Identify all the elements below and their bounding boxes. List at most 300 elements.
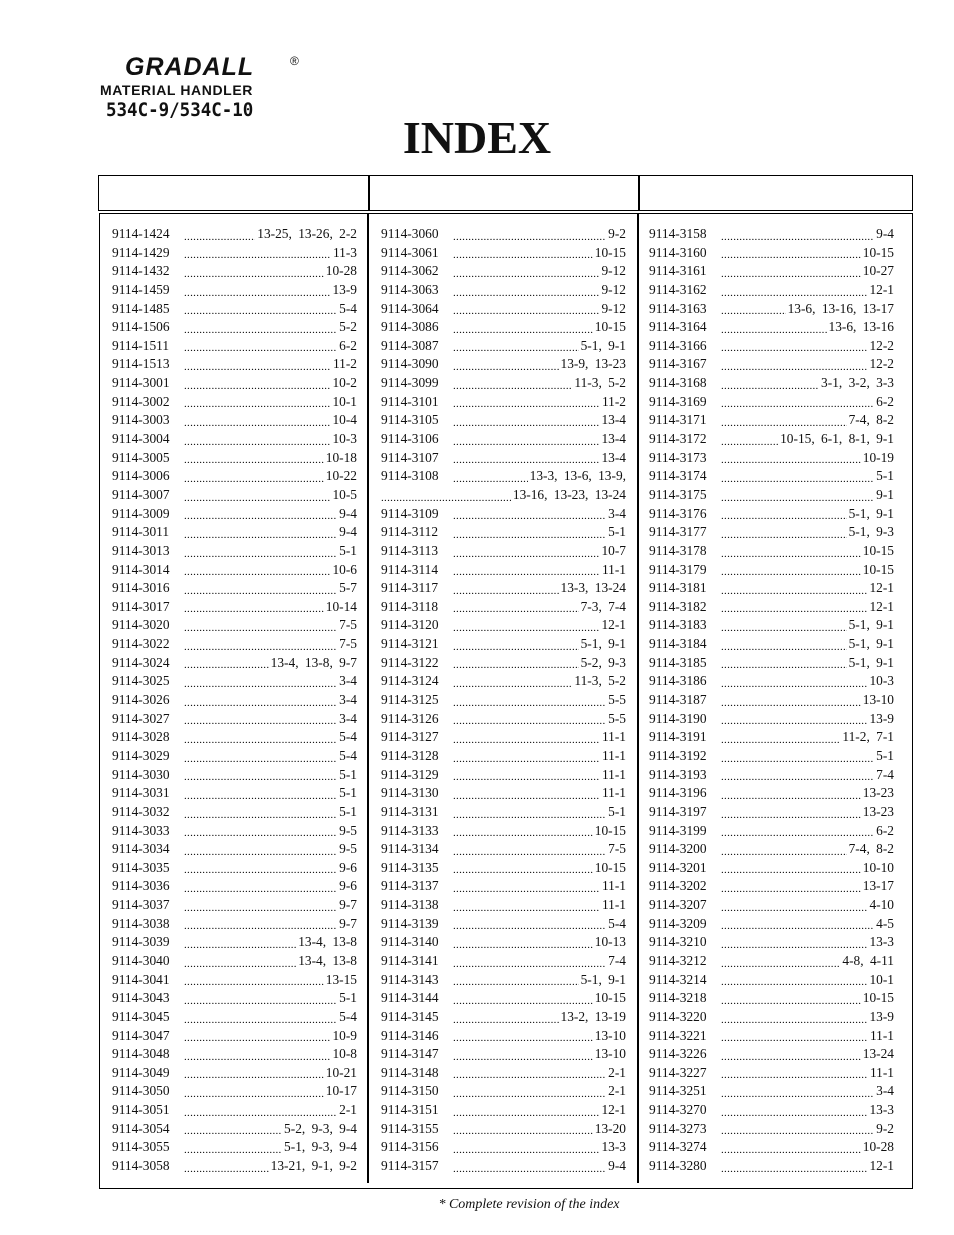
leader-dots: [453, 374, 572, 393]
column-divider: [637, 213, 639, 1183]
page-reference: 11-1: [601, 878, 626, 894]
index-entry: [112, 672, 357, 691]
part-number: 9114-3143: [381, 971, 439, 987]
leader-dots: [453, 654, 579, 673]
leader-dots: [721, 933, 867, 952]
part-number: 9114-3144: [381, 990, 439, 1006]
leader-dots: [721, 784, 861, 803]
index-entry: [649, 896, 894, 915]
leader-dots: [453, 318, 593, 337]
part-number: 9114-3171: [649, 412, 707, 428]
leader-dots: [721, 635, 847, 654]
index-entry: [649, 654, 894, 673]
part-number: 9114-3011: [112, 524, 170, 540]
part-number: 9114-3009: [112, 505, 170, 521]
leader-dots: [184, 598, 324, 617]
page-reference: 5-2: [339, 319, 357, 335]
index-entry: [381, 784, 626, 803]
index-entry: [112, 374, 357, 393]
leader-dots: [453, 1157, 606, 1176]
page-reference: 12-2: [869, 356, 894, 372]
page-reference: 6-2: [339, 337, 357, 353]
part-number: 9114-3187: [649, 692, 707, 708]
leader-dots: [184, 784, 337, 803]
leader-dots: [453, 822, 593, 841]
part-number: 9114-3007: [112, 486, 170, 502]
leader-dots: [184, 1082, 324, 1101]
part-number: 9114-3061: [381, 244, 439, 260]
index-entry: [649, 840, 894, 859]
leader-dots: [453, 710, 606, 729]
page-reference: 5-1, 9-1: [580, 337, 626, 353]
page-reference: 5-1, 9-1: [580, 971, 626, 987]
index-entry: [112, 1082, 357, 1101]
leader-dots: [184, 337, 337, 356]
leader-dots: [453, 691, 606, 710]
index-entry: [649, 467, 894, 486]
part-number: 9114-3166: [649, 337, 707, 353]
page-reference: 9-4: [339, 524, 357, 540]
index-entry: [649, 672, 894, 691]
part-number: 9114-3087: [381, 337, 439, 353]
index-entry: [112, 486, 357, 505]
part-number: 9114-3114: [381, 561, 439, 577]
part-number: 9114-3064: [381, 300, 439, 316]
leader-dots: [453, 355, 559, 374]
index-entry: [381, 1027, 626, 1046]
index-entry: [112, 561, 357, 580]
page-reference: 9-12: [601, 300, 626, 316]
page-reference: 5-4: [339, 729, 357, 745]
part-number: 9114-3130: [381, 785, 439, 801]
page-reference: 5-2, 9-3, 9-4: [284, 1120, 357, 1136]
index-entry: [112, 1120, 357, 1139]
page-reference: 10-15: [862, 561, 894, 577]
index-entry: [381, 747, 626, 766]
page-reference: 4-5: [876, 915, 894, 931]
page-reference: 13-20: [594, 1120, 626, 1136]
page-reference: 11-3, 5-2: [574, 375, 626, 391]
page-reference: 13-15: [325, 971, 357, 987]
leader-dots: [184, 654, 269, 673]
index-entry: [381, 337, 626, 356]
page-reference: 13-23: [862, 785, 894, 801]
page-reference: 5-1: [608, 524, 626, 540]
index-entry: [649, 337, 894, 356]
part-number: 9114-3163: [649, 300, 707, 316]
part-number: 9114-1513: [112, 356, 170, 372]
index-entry: [381, 430, 626, 449]
index-entry: [381, 859, 626, 878]
page-reference: 10-18: [325, 449, 357, 465]
page-reference: 5-1, 9-1: [848, 617, 894, 633]
page-reference: 5-4: [339, 747, 357, 763]
page-reference: 11-3, 5-2: [574, 673, 626, 689]
index-entry: [649, 411, 894, 430]
page-reference: 5-1: [608, 803, 626, 819]
index-entry: [381, 654, 626, 673]
page-reference: 11-1: [869, 1027, 894, 1043]
leader-dots: [184, 933, 296, 952]
page-reference: 12-1: [601, 1102, 626, 1118]
part-number: 9114-3043: [112, 990, 170, 1006]
leader-dots: [184, 561, 330, 580]
leader-dots: [453, 1027, 593, 1046]
leader-dots: [721, 971, 867, 990]
page-reference: 3-4: [339, 673, 357, 689]
index-entry: [381, 244, 626, 263]
index-entry: [649, 449, 894, 468]
page-reference: 11-1: [601, 766, 626, 782]
part-number: 9114-3054: [112, 1120, 170, 1136]
index-entry: [381, 971, 626, 990]
index-entry: [112, 952, 357, 971]
index-entry: [381, 877, 626, 896]
leader-dots: [721, 728, 840, 747]
page-reference: 12-1: [869, 281, 894, 297]
leader-dots: [184, 822, 337, 841]
part-number: 9114-3051: [112, 1102, 170, 1118]
header-divider: [368, 176, 370, 210]
page-reference: 5-1: [339, 785, 357, 801]
index-entry: [112, 747, 357, 766]
index-entry: [112, 300, 357, 319]
index-entry: [381, 318, 626, 337]
page-reference: 13-16, 13-23, 13-24: [512, 486, 626, 502]
index-entry: [649, 971, 894, 990]
leader-dots: [184, 281, 330, 300]
page-reference: 10-15: [594, 859, 626, 875]
leader-dots: [721, 1045, 861, 1064]
page-title: INDEX: [402, 112, 552, 163]
page-reference: 3-4: [339, 692, 357, 708]
leader-dots: [721, 1064, 868, 1083]
brand-name: GRADALL ®: [125, 53, 300, 81]
leader-dots: [184, 244, 331, 263]
page-reference: 10-22: [325, 468, 357, 484]
page-reference: 10-1: [332, 393, 357, 409]
page-reference: 6-2: [876, 393, 894, 409]
part-number: 9114-3121: [381, 636, 439, 652]
part-number: 9114-1429: [112, 244, 170, 260]
page-reference: 13-3, 13-24: [560, 580, 626, 596]
part-number: 9114-3176: [649, 505, 707, 521]
page-reference: 9-12: [601, 281, 626, 297]
index-entry: [112, 784, 357, 803]
page-reference: 11-2, 7-1: [842, 729, 894, 745]
leader-dots: [721, 300, 786, 319]
index-entry: [112, 505, 357, 524]
leader-dots: [453, 1082, 606, 1101]
index-entry: [649, 952, 894, 971]
index-entry: [381, 989, 626, 1008]
leader-dots: [721, 877, 861, 896]
part-number: 9114-3025: [112, 673, 170, 689]
page-reference: 10-15: [594, 319, 626, 335]
page-reference: 11-1: [869, 1064, 894, 1080]
leader-dots: [721, 598, 867, 617]
part-number: 9114-3020: [112, 617, 170, 633]
page-reference: 10-1: [869, 971, 894, 987]
index-entry: [649, 281, 894, 300]
part-number: 9114-1511: [112, 337, 170, 353]
part-number: 9114-3001: [112, 375, 170, 391]
index-entry: [649, 393, 894, 412]
part-number: 9114-3183: [649, 617, 707, 633]
part-number: 9114-3037: [112, 897, 170, 913]
leader-dots: [453, 840, 606, 859]
part-number: 9114-3129: [381, 766, 439, 782]
part-number: 9114-3113: [381, 542, 439, 558]
index-entry: [112, 355, 357, 374]
page-reference: 5-4: [339, 300, 357, 316]
leader-dots: [184, 877, 337, 896]
page-reference: 11-1: [601, 747, 626, 763]
index-entry: [649, 1138, 894, 1157]
page-reference: 9-7: [339, 897, 357, 913]
leader-dots: [184, 523, 337, 542]
part-number: 9114-3175: [649, 486, 707, 502]
part-number: 9114-3218: [649, 990, 707, 1006]
leader-dots: [453, 1008, 559, 1027]
part-number: 9114-3047: [112, 1027, 170, 1043]
leader-dots: [721, 374, 819, 393]
leader-dots: [453, 915, 606, 934]
index-entry: [112, 933, 357, 952]
part-number: 9114-3150: [381, 1083, 439, 1099]
index-entry: [649, 766, 894, 785]
index-entry: [381, 505, 626, 524]
leader-dots: [721, 244, 861, 263]
index-entry: [649, 505, 894, 524]
page-reference: 13-4: [601, 412, 626, 428]
leader-dots: [184, 486, 330, 505]
index-entry: [112, 449, 357, 468]
index-entry: [381, 710, 626, 729]
page-reference: 9-6: [339, 859, 357, 875]
leader-dots: [453, 300, 599, 319]
page-reference: 10-28: [325, 263, 357, 279]
leader-dots: [721, 840, 847, 859]
page-reference: 10-5: [332, 486, 357, 502]
part-number: 9114-3162: [649, 281, 707, 297]
page-reference: 13-9: [869, 1008, 894, 1024]
leader-dots: [184, 1101, 337, 1120]
part-number: 9114-3196: [649, 785, 707, 801]
part-number: 9114-3016: [112, 580, 170, 596]
part-number: 9114-3200: [649, 841, 707, 857]
part-number: 9114-1485: [112, 300, 170, 316]
index-entry: [112, 840, 357, 859]
page-reference: 9-12: [601, 263, 626, 279]
index-entry: [381, 803, 626, 822]
index-entry: [381, 1008, 626, 1027]
leader-dots: [184, 355, 331, 374]
page-reference: 5-1: [339, 542, 357, 558]
leader-dots: [453, 933, 593, 952]
part-number: 9114-3197: [649, 803, 707, 819]
page-reference: 10-27: [862, 263, 894, 279]
page-reference: 5-1: [339, 803, 357, 819]
part-number: 9114-3126: [381, 710, 439, 726]
part-number: 9114-3108: [381, 468, 439, 484]
leader-dots: [721, 1101, 867, 1120]
leader-dots: [721, 542, 861, 561]
index-entry: [649, 822, 894, 841]
page-reference: 5-1, 9-1: [848, 505, 894, 521]
page-reference: 13-3: [601, 1139, 626, 1155]
index-entry: [112, 523, 357, 542]
index-entry: [112, 318, 357, 337]
page-reference: 13-9: [869, 710, 894, 726]
index-entry: [381, 486, 626, 505]
leader-dots: [184, 262, 324, 281]
leader-dots: [721, 1027, 868, 1046]
leader-dots: [453, 728, 600, 747]
page-reference: 10-2: [332, 375, 357, 391]
page-reference: 13-3: [869, 1102, 894, 1118]
leader-dots: [184, 318, 337, 337]
leader-dots: [184, 971, 324, 990]
part-number: 9114-3031: [112, 785, 170, 801]
leader-dots: [184, 505, 337, 524]
page-reference: 11-2: [601, 393, 626, 409]
page-reference: 2-1: [339, 1102, 357, 1118]
leader-dots: [184, 1120, 282, 1139]
index-entry: [112, 1064, 357, 1083]
leader-dots: [453, 971, 579, 990]
index-entry: [381, 933, 626, 952]
page-reference: 5-1, 9-3: [848, 524, 894, 540]
leader-dots: [184, 467, 324, 486]
part-number: 9114-3039: [112, 934, 170, 950]
page-reference: 7-5: [339, 636, 357, 652]
page-reference: 9-6: [339, 878, 357, 894]
index-entry: [381, 691, 626, 710]
leader-dots: [184, 952, 296, 971]
leader-dots: [721, 710, 867, 729]
page-reference: 3-4: [339, 710, 357, 726]
leader-dots: [453, 430, 599, 449]
page-reference: 10-15: [862, 542, 894, 558]
page-reference: 10-10: [862, 859, 894, 875]
leader-dots: [184, 1138, 282, 1157]
page-reference: 3-4: [608, 505, 626, 521]
part-number: 9114-3190: [649, 710, 707, 726]
part-number: 9114-3133: [381, 822, 439, 838]
leader-dots: [721, 803, 861, 822]
index-entry: [381, 523, 626, 542]
part-number: 9114-3221: [649, 1027, 707, 1043]
index-entry: [112, 430, 357, 449]
index-entry: [649, 1120, 894, 1139]
index-entry: [381, 952, 626, 971]
part-number: 9114-3026: [112, 692, 170, 708]
index-entry: [381, 1157, 626, 1176]
part-number: 9114-3005: [112, 449, 170, 465]
leader-dots: [721, 355, 867, 374]
page-reference: 5-1: [876, 468, 894, 484]
part-number: 9114-3063: [381, 281, 439, 297]
page-reference: 2-1: [608, 1064, 626, 1080]
page-reference: 10-17: [325, 1083, 357, 1099]
index-entry: [649, 318, 894, 337]
index-entry: [381, 411, 626, 430]
part-number: 9114-3191: [649, 729, 707, 745]
part-number: 9114-3161: [649, 263, 707, 279]
part-number: 9114-1432: [112, 263, 170, 279]
index-entry: [649, 1157, 894, 1176]
leader-dots: [721, 896, 867, 915]
part-number: 9114-3105: [381, 412, 439, 428]
leader-dots: [721, 262, 861, 281]
index-entry: [381, 915, 626, 934]
leader-dots: [721, 486, 874, 505]
part-number: 9114-3117: [381, 580, 439, 596]
page-reference: 12-1: [869, 1158, 894, 1174]
part-number: 9114-1506: [112, 319, 170, 335]
index-entry: [649, 430, 894, 449]
page-reference: 13-24: [862, 1046, 894, 1062]
part-number: 9114-3002: [112, 393, 170, 409]
page-reference: 13-3: [869, 934, 894, 950]
index-entry: [649, 300, 894, 319]
index-entry: [112, 654, 357, 673]
leader-dots: [184, 989, 337, 1008]
index-entry: [112, 542, 357, 561]
part-number: 9114-3138: [381, 897, 439, 913]
leader-dots: [453, 579, 559, 598]
index-entry: [649, 244, 894, 263]
leader-dots: [184, 1008, 337, 1027]
page-reference: 13-4: [601, 449, 626, 465]
index-entry: [649, 598, 894, 617]
page-reference: 11-3: [332, 244, 357, 260]
part-number: 9114-3199: [649, 822, 707, 838]
index-entry: [112, 411, 357, 430]
leader-dots: [184, 691, 337, 710]
index-entry: [649, 1027, 894, 1046]
part-number: 9114-3178: [649, 542, 707, 558]
leader-dots: [184, 747, 337, 766]
leader-dots: [721, 747, 874, 766]
part-number: 9114-3106: [381, 431, 439, 447]
part-number: 9114-3029: [112, 747, 170, 763]
leader-dots: [721, 672, 867, 691]
index-entry: [381, 672, 626, 691]
leader-dots: [184, 915, 337, 934]
part-number: 9114-3192: [649, 747, 707, 763]
page-reference: 5-1, 9-1: [848, 654, 894, 670]
part-number: 9114-3181: [649, 580, 707, 596]
page-reference: 7-4: [608, 952, 626, 968]
page-reference: 10-6: [332, 561, 357, 577]
page-reference: 10-15: [862, 244, 894, 260]
part-number: 9114-3099: [381, 375, 439, 391]
page-reference: 5-4: [339, 1008, 357, 1024]
index-entry: [112, 1101, 357, 1120]
leader-dots: [453, 523, 606, 542]
page-reference: 12-1: [601, 617, 626, 633]
leader-dots: [721, 449, 861, 468]
page-reference: 13-2, 13-19: [560, 1008, 626, 1024]
leader-dots: [453, 467, 528, 486]
part-number: 9114-3201: [649, 859, 707, 875]
page-reference: 13-4, 13-8: [298, 952, 357, 968]
footnote: * Complete revision of the index: [438, 1197, 620, 1212]
index-entry: [381, 766, 626, 785]
leader-dots: [453, 859, 593, 878]
